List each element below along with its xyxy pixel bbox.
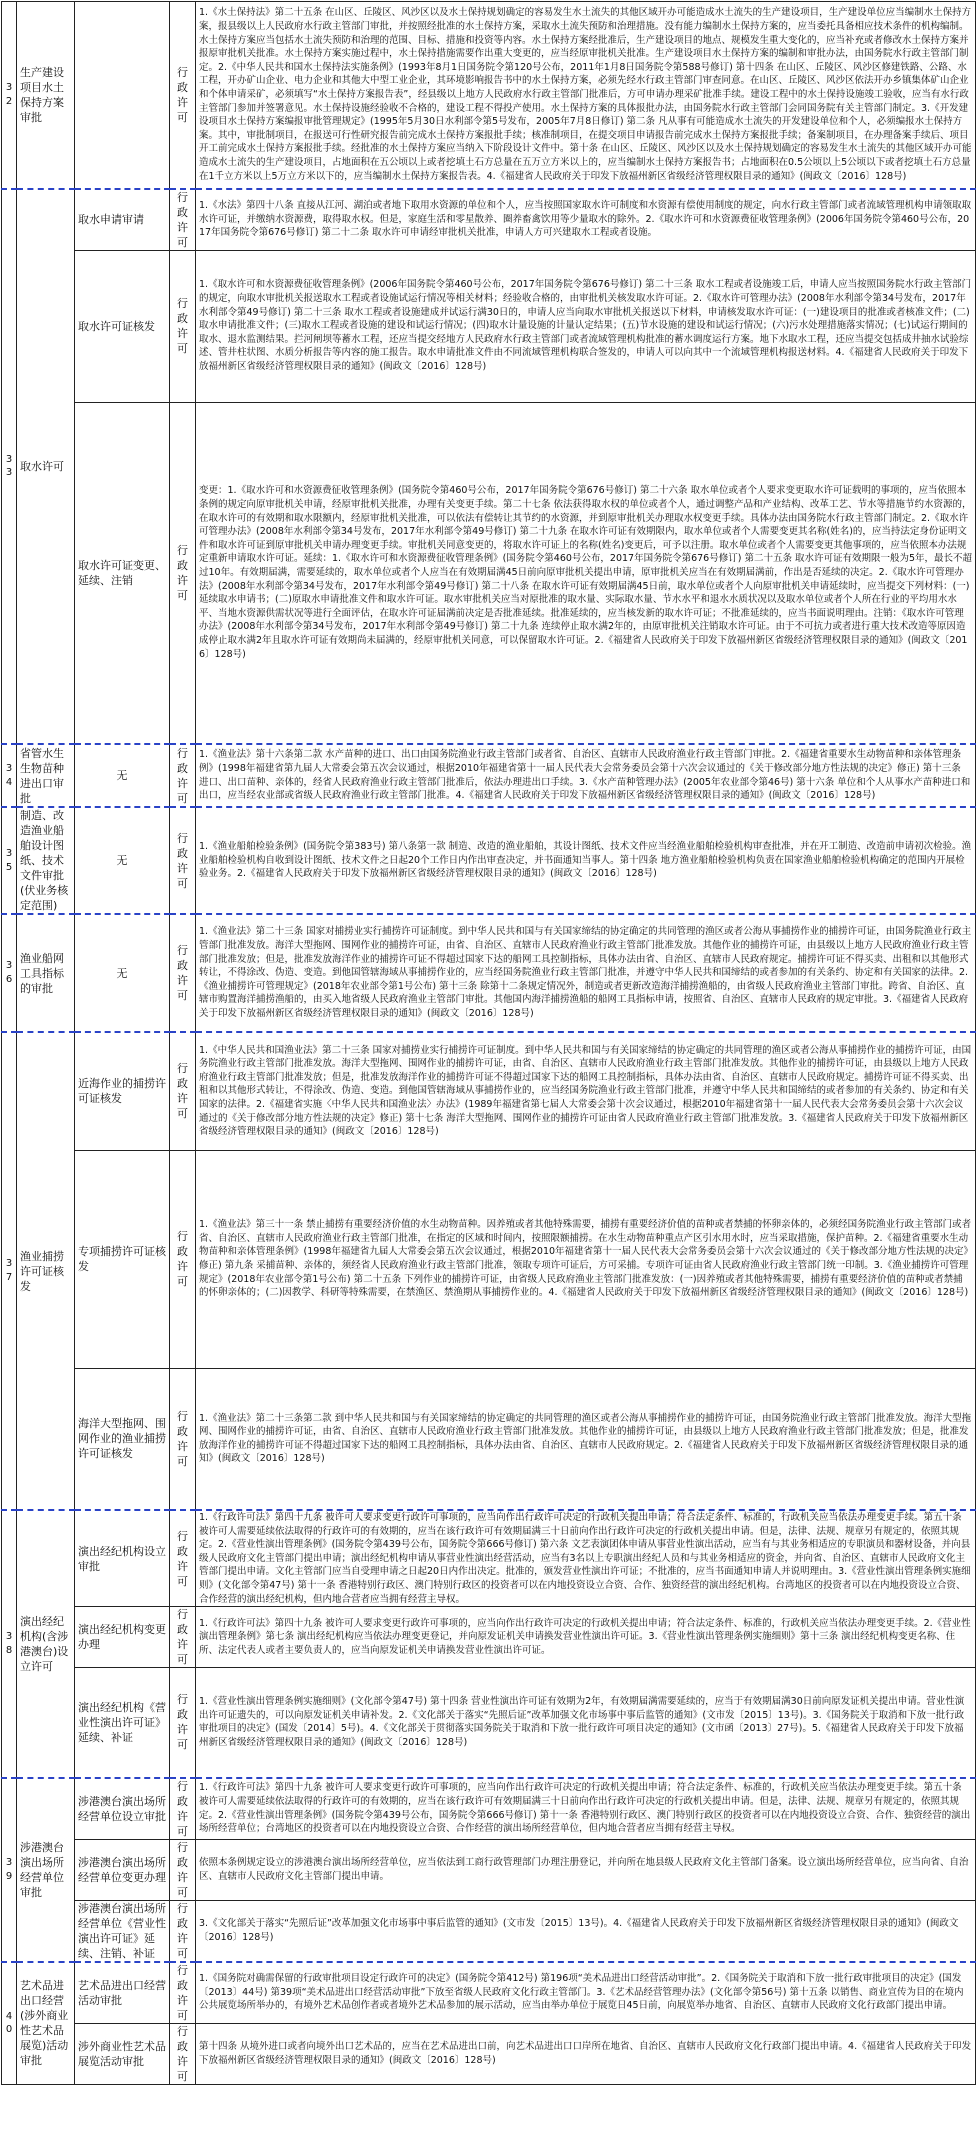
permit-type: 行政许可 [170,1962,196,2024]
sub-item-name: 涉港澳台演出场所经营单位变更办理 [75,1839,170,1900]
permit-type: 行政许可 [170,402,196,744]
table-row [2,1607,976,1668]
permit-type: 行政许可 [170,1150,196,1368]
permit-type: 行政许可 [170,807,196,914]
permit-type: 行政许可 [170,2023,196,2084]
sub-item-name: 近海作业的捕捞许可证核发 [75,1032,170,1150]
legal-basis: 1.《渔业船舶检验条例》(国务院令第383号) 第八条第一款 制造、改造的渔业船舶，其设计图纸、技术文件应当经渔业船舶检验机构审查批准，并在开工制造、改造前申请初次检验。渔业船舶检验机构自收到设计图纸、技术文件之日起20个工作日内作出审查决定，并书面通知当事人。第十四条 地方渔业船舶检验机构负责在国家渔业船舶检验机构确定的范围内开展检验业务。2.《福建省人民政府关于印发下放福州新区省级经济管理权限目录的通知》(闽政文〔2016〕128号) [196,807,976,914]
item-name: 渔业船网工具指标的审批 [17,914,75,1032]
sub-item-name: 专项捕捞许可证核发 [75,1150,170,1368]
table-row [2,744,976,807]
table-row [2,914,976,1032]
row-number: 32 [2,2,17,189]
table-row [2,1368,976,1510]
sub-item-name: 涉港澳台演出场所经营单位设立审批 [75,1778,170,1840]
legal-basis: 1.《国务院对确需保留的行政审批项目设定行政许可的决定》(国务院令第412号) 第196项“美术品进出口经营活动审批”。2.《国务院关于取消和下放一批行政审批项目的决定》(国发〔2013〕44号) 第39项“美术品进出口经营活动审批”下放至省级人民政府文化行政主管部门。3.《艺术品经营管理办法》(文化部令第56号) 第十五条 以销售、商业宣传为目的在境内公共展览场所举办的，有境外艺术品创作者或者境外艺术品参加的展示活动，应当由举办单位于展览日45日前，向展览举办地省、自治区、直辖市人民政府文化行政部门提出申请。 [196,1962,976,2024]
item-name: 艺术品进出口经营(涉外商业性艺术品展览)活动审批 [17,1962,75,2085]
sub-item-name: 无 [75,744,170,807]
item-name: 演出经纪机构(含涉港澳台)设立许可 [17,1510,75,1778]
sub-item-name: 取水许可证变更、延续、注销 [75,402,170,744]
permit-type: 行政许可 [170,744,196,807]
permit-type: 行政许可 [170,1839,196,1900]
legal-basis: 1.《营业性演出管理条例实施细则》(文化部令第47号) 第十四条 营业性演出许可证有效期为2年，有效期届满需要延续的，应当于有效期届满30日前向原发证机关提出申请。营业性演出许可证遗失的，可以向原发证机关申请补发。2.《文化部关于落实“先照后证”改革加强文化市场事中事后监管的通知》(文市发〔2015〕13号)。3.《国务院关于取消和下放一批行政审批项目的决定》(国发〔2014〕5号)。4.《文化部关于贯彻落实国务院关于取消和下放一批行政许可项目决定的通知》(文市函〔2013〕27号)。5.《福建省人民政府关于印发下放福州新区省级经济管理权限目录的通知》(闽政文〔2016〕128号) [196,1668,976,1778]
permit-type: 行政许可 [170,1032,196,1150]
table-row [2,1150,976,1368]
sub-item-name: 涉外商业性艺术品展览活动审批 [75,2023,170,2084]
legal-basis: 3.《文化部关于落实“先照后证”改革加强文化市场事中事后监管的通知》(文市发〔2015〕13号)。4.《福建省人民政府关于印发下放福州新区省级经济管理权限目录的通知》(闽政文〔2016〕128号) [196,1900,976,1962]
sub-item-name: 无 [75,807,170,914]
table-row [2,2023,976,2084]
legal-basis: 1.《渔业法》第二十三条第二款 到中华人民共和国与有关国家缔结的协定确定的共同管理的渔区或者公海从事捕捞作业的捕捞许可证，由国务院渔业行政主管部门批准发放。海洋大型拖网、围网作业的捕捞许可证，由省、自治区、直辖市人民政府渔业行政主管部门批准发放。其他作业的捕捞许可证，由县级以上地方人民政府渔业行政主管部门批准发放；但是，批准发放海洋作业的捕捞许可证不得超过国家下达的船网工具控制指标，具体办法由省、自治区、直辖市人民政府规定。2.《福建省人民政府关于印发下放福州新区省级经济管理权限目录的通知》(闽政文〔2016〕128号) [196,1368,976,1510]
legal-basis: 1.《渔业法》第二十三条 国家对捕捞业实行捕捞许可证制度。到中华人民共和国与有关国家缔结的协定确定的共同管理的渔区或者公海从事捕捞作业的捕捞许可证，由国务院渔业行政主管部门批准发放。海洋大型拖网、围网作业的捕捞许可证，由省、自治区、直辖市人民政府渔业行政主管部门批准发放。其他作业的捕捞许可证，由县级以上地方人民政府渔业行政主管部门批准发放；但是，批准发放海洋作业的捕捞许可证不得超过国家下达的船网工具控制指标，具体办法由省、自治区、直辖市人民政府规定。捕捞许可证不得买卖、出租和以其他形式转让，不得涂改、伪造、变造。到他国管辖海域从事捕捞作业的，应当经国务院渔业行政主管部门批准，并遵守中华人民共和国缔结的或者参加的有关条约、协定和有关国家的法律。2.《渔业捕捞许可管理规定》(2018年农业部令第1号公布) 第十三条 除第十二条规定情况外，制造或者更新改造海洋捕捞渔船的，由省级人民政府渔业主管部门审批。跨省、自治区、直辖市购置海洋捕捞渔船的，由买入地省级人民政府渔业主管部门审批。其他国内海洋捕捞渔船的船网工具指标申请，按照省、自治区、直辖市人民政府的规定审批。3.《福建省人民政府关于印发下放福州新区省级经济管理权限目录的通知》(闽政文〔2016〕128号) [196,914,976,1032]
row-number: 39 [2,1778,17,1962]
legal-basis: 第十四条 从境外进口或者向境外出口艺术品的，应当在艺术品进出口前，向艺术品进出口口岸所在地省、自治区、直辖市人民政府文化行政部门提出申请。4.《福建省人民政府关于印发下放福州新区省级经济管理权限目录的通知》(闽政文〔2016〕128号) [196,2023,976,2084]
permit-type: 行政许可 [170,250,196,402]
row-number: 36 [2,914,17,1032]
table-row [2,402,976,744]
table-row [2,1962,976,2024]
legal-basis: 变更：1.《取水许可和水资源费征收管理条例》(国务院令第460号公布，2017年国务院令第676号修订) 第二十六条 取水单位或者个人要求变更取水许可证载明的事项的，应当依照本条例的规定向原审批机关申请，经原审批机关批准，办理有关变更手续。第二十七条 依法获得取水权的单位或者个人，通过调整产品和产业结构、改革工艺、节水等措施节约水资源的，在取水许可的有效期和取水限额内，经原审批机关批准，可以依法有偿转让其节约的水资源，并到原审批机关办理取水权变更手续。具体办法由国务院水行政主管部门制定。2.《取水许可管理办法》(2008年水利部令第34号发布，2017年水利部令第49号修订) 第二十九条 在取水许可证有效期限内，取水单位或者个人需要变更其名称(姓名)的，应当持法定身份证明文件和取水许可证到原审批机关申请办理变更手续。审批机关同意变更的，将取水许可证上的名称(姓名)变更后，可予以注册。取水单位或者个人需要变更其他事项的，应当依照本办法规定重新申请取水许可证。延续：1.《取水许可和水资源费征收管理条例》(国务院令第460号公布，2017年国务院令第676号修订) 第二十五条 取水许可证有效期限一般为5年，最长不超过10年。有效期届满，需要延续的，取水单位或者个人应当在有效期届满45日前向原审批机关提出申请，原审批机关应当在有效期届满前，作出是否延续的决定。2.《取水许可管理办法》(2008年水利部令第34号发布，2017年水利部令第49号修订) 第二十八条 在取水许可证有效期届满45日前，取水单位或者个人向原审批机关申请延续时，应当提交下列材料：(一)延续取水申请书；(二)原取水申请批准文件和取水许可证。取水审批机关应当对原批准的取水量、实际取水量、节水水平和退水水质状况以及取水单位或者个人所在行业的平均用水水平、当地水资源供需状况等进行全面评估，在取水许可证届满前决定是否批准延续。批准延续的，应当核发新的取水许可证；不批准延续的，应当书面说明理由。注销：《取水许可管理办法》(2008年水利部令第34号发布，2017年水利部令第49号修订) 第二十九条 连续停止取水满2年的，由原审批机关注销取水许可证。由于不可抗力或者进行重大技术改造等原因造成停止取水满2年且取水许可证有效期尚未届满的，经原审批机关同意，可以保留取水许可证。2.《福建省人民政府关于印发下放福州新区省级经济管理权限目录的通知》(闽政文〔2016〕128号) [196,402,976,744]
row-number: 33 [2,189,17,745]
item-name: 制造、改造渔业船舶设计图纸、技术文件审批(伏业务核定范围) [17,807,75,914]
item-name: 渔业捕捞许可证核发 [17,1032,75,1510]
sub-item-name [75,2,170,189]
legal-basis: 1.《中华人民共和国渔业法》第二十三条 国家对捕捞业实行捕捞许可证制度。到中华人民共和国与有关国家缔结的协定确定的共同管理的渔区或者公海从事捕捞作业的捕捞许可证，由国务院渔业行政主管部门批准发放。海洋大型拖网、围网作业的捕捞许可证，由省、自治区、直辖市人民政府渔业行政主管部门批准发放。其他作业的捕捞许可证，由县级以上地方人民政府渔业行政主管部门批准发放；但是，批准发放海洋作业的捕捞许可证不得超过国家下达的船网工具控制指标，具体办法由省、自治区、直辖市人民政府规定。捕捞许可证不得买卖、出租和以其他形式转让，不得涂改、伪造、变造。到他国管辖海域从事捕捞作业的，应当经国务院渔业行政主管部门批准，并遵守中华人民共和国缔结的或者参加的有关条约、协定和有关国家的法律。2.《福建省实施〈中华人民共和国渔业法〉办法》(1989年福建省第七届人大常委会第十次会议通过，根据2010年福建省第十一届人民代表大会常务委员会第十六次会议通过的《关于修改部分地方性法规的决定》修正) 第十七条 海洋大型拖网、围网作业的捕捞许可证由省人民政府渔业行政主管部门批准发放。3.《福建省人民政府关于印发下放福州新区省级经济管理权限目录的通知》(闽政文〔2016〕128号) [196,1032,976,1150]
legal-basis: 1.《水土保持法》第二十五条 在山区、丘陵区、风沙区以及水土保持规划确定的容易发生水土流失的其他区域开办可能造成水土流失的生产建设项目，生产建设单位应当编制水土保持方案，报县级以上人民政府水行政主管部门审批，并按照经批准的水土保持方案，采取水土流失预防和治理措施。没有能力编制水土保持方案的，应当委托具备相应技术条件的机构编制。水土保持方案应当包括水土流失预防和治理的范围、目标、措施和投资等内容。水土保持方案经批准后，生产建设项目的地点、规模发生重大变化的，应当补充或者修改水土保持方案并报原审批机关批准。水土保持方案实施过程中，水土保持措施需要作出重大变更的，应当经原审批机关批准。生产建设项目水土保持方案的编制和审批办法，由国务院水行政主管部门制定。2.《中华人民共和国水土保持法实施条例》(1993年8月1日国务院令第120号公布，2011年1月8日国务院令第588号修订) 第十四条 在山区、丘陵区、风沙区修建铁路、公路、水工程，开办矿山企业、电力企业和其他大中型工业企业，其环境影响报告书中的水土保持方案，必须先经水行政主管部门审查同意。在山区、丘陵区、风沙区依法开办乡镇集体矿山企业和个体申请采矿，必须填写“水土保持方案报告表”，经县级以上地方人民政府水行政主管部门批准后，方可申请办理采矿批准手续。建设工程中的水土保持设施竣工验收，应当有水行政主管部门参加并签署意见。水土保持设施经验收不合格的，建设工程不得投产使用。水土保持方案的具体报批办法，由国务院水行政主管部门会同国务院有关主管部门制定。3.《开发建设项目水土保持方案编报审批管理规定》(1995年5月30日水利部令第5号发布，2005年7月8日修订) 第二条 凡从事有可能造成水土流失的开发建设单位和个人，必须编报水土保持方案。其中，审批制项目，在报送可行性研究报告前完成水土保持方案报批手续；核准制项目，在提交项目申请报告前完成水土保持方案报批手续；备案制项目，在办理备案手续后、项目开工前完成水土保持方案报批手续。经批准的水土保持方案应当纳入下阶段设计文件中。第十条 在山区、丘陵区、风沙区以及水土保持规划确定的容易发生水土流失的其他区域开办可能造成水土流失的生产建设项目，占地面积在五公顷以上或者挖填土石方总量在五万立方米以上的，应当编制水土保持方案报告书；占地面积在0.5公顷以上5公顷以下或者挖填土石方总量在1千立方米以上5万立方米以下的，应当编制水土保持方案报告表。4.《福建省人民政府关于印发下放福州新区省级经济管理权限目录的通知》(闽政文〔2016〕128号) [196,2,976,189]
legal-basis: 依照本条例规定设立的涉港澳台演出场所经营单位，应当依法到工商行政管理部门办理注册登记，并向所在地县级人民政府文化主管部门备案。设立演出场所经营单位，应当向省、自治区、直辖市人民政府文化主管部门提出申请。 [196,1839,976,1900]
rights-list-table [1,1,976,2085]
permit-type: 行政许可 [170,189,196,251]
legal-basis: 1.《行政许可法》第四十九条 被许可人要求变更行政许可事项的，应当向作出行政许可决定的行政机关提出申请；符合法定条件、标准的，行政机关应当依法办理变更手续。第五十条 被许可人需要延续依法取得的行政许可的有效期的，应当在该行政许可有效期届满三十日前向作出行政许可决定的行政机关提出申请。但是，法律、法规、规章另有规定的，依照其规定。2.《营业性演出管理条例》(国务院令第439号公布，国务院令第666号修订) 第十一条 香港特别行政区、澳门特别行政区的投资者可以在内地投资设立合资、合作、独资经营的演出场所经营单位；台湾地区的投资者可以在内地投资设立合资、合作经营的演出场所经营单位，但内地合营者应当拥有经营主导权。 [196,1778,976,1840]
table-row [2,1032,976,1150]
item-name: 省管水生生物苗种进出口审批 [17,744,75,807]
row-number: 40 [2,1962,17,2085]
table-row [2,807,976,914]
sub-item-name: 演出经纪机构《营业性演出许可证》延续、补证 [75,1668,170,1778]
table-body [2,2,976,2085]
item-name: 生产建设项目水土保持方案审批 [17,2,75,189]
table-row [2,1510,976,1607]
item-name: 涉港澳台演出场所经营单位审批 [17,1778,75,1962]
row-number: 37 [2,1032,17,1510]
table-row [2,1839,976,1900]
permit-type: 行政许可 [170,1368,196,1510]
permit-type: 行政许可 [170,1510,196,1607]
legal-basis: 1.《行政许可法》第四十九条 被许可人要求变更行政许可事项的，应当向作出行政许可决定的行政机关提出申请；符合法定条件、标准的，行政机关应当依法办理变更手续。第五十条 被许可人需要延续依法取得的行政许可的有效期的，应当在该行政许可有效期届满三十日前向作出行政许可决定的行政机关提出申请。但是，法律、法规、规章另有规定的，依照其规定。2.《营业性演出管理条例》(国务院令第439号公布，国务院令第666号修订) 第六条 文艺表演团体申请从事营业性演出活动，应当有与其业务相适应的专职演员和器材设备，并向县级人民政府文化主管部门提出申请；演出经纪机构申请从事营业性演出经营活动，应当有3名以上专职演出经纪人员和与其业务相适应的资金，并向省、自治区、直辖市人民政府文化主管部门提出申请。文化主管部门应当自受理申请之日起20日内作出决定。批准的，颁发营业性演出许可证；不批准的，应当书面通知申请人并说明理由。3.《营业性演出管理条例实施细则》(文化部令第47号) 第十一条 香港特别行政区、澳门特别行政区的投资者可以在内地投资设立合资、合作、独资经营的演出经纪机构。台湾地区的投资者可以在内地投资设立合资、合作经营的演出经纪机构，但内地合营者应当拥有经营主导权。 [196,1510,976,1607]
table-row [2,189,976,251]
permit-type: 行政许可 [170,1900,196,1962]
legal-basis: 1.《渔业法》第十六条第二款 水产苗种的进口、出口由国务院渔业行政主管部门或者省、自治区、直辖市人民政府渔业行政主管部门审批。2.《福建省重要水生动物苗种和亲体管理条例》(1998年福建省第九届人大常委会第五次会议通过，根据2010年福建省第十一届人民代表大会常务委员会第十六次会议通过的《关于修改部分地方性法规的决定》修正) 第十三条 进口、出口苗种、亲体的，经省人民政府渔业行政主管部门批准后，依法办理进出口手续。3.《水产苗种管理办法》(2005年农业部令第46号) 第十六条 单位和个人从事水产苗种进口和出口，应当经农业部或省级人民政府渔业行政主管部门批准。4.《福建省人民政府关于印发下放福州新区省级经济管理权限目录的通知》(闽政文〔2016〕128号) [196,744,976,807]
table-row [2,250,976,402]
row-number: 38 [2,1510,17,1778]
legal-basis: 1.《渔业法》第三十一条 禁止捕捞有重要经济价值的水生动物苗种。因养殖或者其他特殊需要，捕捞有重要经济价值的苗种或者禁捕的怀卵亲体的，必须经国务院渔业行政主管部门或者省、自治区、直辖市人民政府渔业行政主管部门批准，在指定的区域和时间内，按照限额捕捞。在水生动物苗种重点产区引水用水时，应当采取措施，保护苗种。2.《福建省重要水生动物苗种和亲体管理条例》(1998年福建省九届人大常委会第五次会议通过，根据2010年福建省第十一届人民代表大会常务委员会第十六次会议通过的《关于修改部分地方性法规的决定》修正) 第九条 采捕苗种、亲体的，须经省人民政府渔业行政主管部门批准，领取专项许可证后，方可采捕。专项许可证由省人民政府渔业行政主管部门统一印制。3.《渔业捕捞许可管理规定》(2018年农业部令第1号公布) 第二十五条 下列作业的捕捞许可证，由省级人民政府渔业主管部门批准发放：(一)因养殖或者其他特殊需要，捕捞有重要经济价值的苗种或者禁捕的怀卵亲体的；(二)因教学、科研等特殊需要，在禁渔区、禁渔期从事捕捞作业的。4.《福建省人民政府关于印发下放福州新区省级经济管理权限目录的通知》(闽政文〔2016〕128号) [196,1150,976,1368]
legal-basis: 1.《行政许可法》第四十九条 被许可人要求变更行政许可事项的，应当向作出行政许可决定的行政机关提出申请；符合法定条件、标准的，行政机关应当依法办理变更手续。2.《营业性演出管理条例》第七条 演出经纪机构应当依法办理变更登记，并向原发证机关申请换发营业性演出许可证。3.《营业性演出管理条例实施细则》第十三条 演出经纪机构变更名称、住所、法定代表人或者主要负责人的，应当向原发证机关申请换发营业性演出许可证。 [196,1607,976,1668]
table-row [2,1668,976,1778]
permit-type: 行政许可 [170,2,196,189]
row-number: 34 [2,744,17,807]
legal-basis: 1.《水法》第四十八条 直接从江河、湖泊或者地下取用水资源的单位和个人，应当按照国家取水许可制度和水资源有偿使用制度的规定，向水行政主管部门或者流域管理机构申请领取取水许可证，并缴纳水资源费，取得取水权。但是，家庭生活和零星散养、圈养畜禽饮用等少量取水的除外。2.《取水许可和水资源费征收管理条例》(2006年国务院令第460号公布，2017年国务院令第676号修订) 第二十二条 取水许可申请经审批机关批准，申请人方可兴建取水工程或者设施。 [196,189,976,251]
sub-item-name: 取水许可证核发 [75,250,170,402]
item-name: 取水许可 [17,189,75,745]
sub-item-name: 艺术品进出口经营活动审批 [75,1962,170,2024]
sub-item-name: 无 [75,914,170,1032]
row-number: 35 [2,807,17,914]
sub-item-name: 演出经纪机构变更办理 [75,1607,170,1668]
permit-type: 行政许可 [170,1778,196,1840]
legal-basis: 1.《取水许可和水资源费征收管理条例》(2006年国务院令第460号公布，2017年国务院令第676号修订) 第二十三条 取水工程或者设施竣工后，申请人应当按照国务院水行政主管部门的规定，向取水审批机关报送取水工程或者设施试运行情况等相关材料；经验收合格的，由审批机关核发取水许可证。2.《取水许可管理办法》(2008年水利部令第34号发布，2017年水利部令第49号修订) 第二十三条 取水工程或者设施建成并试运行满30日的，申请人应当向取水审批机关报送以下材料，申请核发取水许可证：(一)建设项目的批准或者核准文件；(二)取水申请批准文件；(三)取水工程或者设施的建设和试运行情况；(四)取水计量设施的计量认定结果；(五)节水设施的建设和试运行情况；(六)污水处理措施落实情况；(七)试运行期间的取水、退水监测结果。拦河闸坝等蓄水工程，还应当提交经地方人民政府水行政主管部门或者流域管理机构批准的蓄水调度运行方案。地下水取水工程，还应当提交包括成井抽水试验综述、管井柱状图、水质分析报告等内容的施工报告。取水申请批准文件由不同流域管理机构联合签发的，申请人可以向其中一个流域管理机构报送材料。4.《福建省人民政府关于印发下放福州新区省级经济管理权限目录的通知》(闽政文〔2016〕128号) [196,250,976,402]
sub-item-name: 海洋大型拖网、围网作业的渔业捕捞许可证核发 [75,1368,170,1510]
sub-item-name: 演出经纪机构设立审批 [75,1510,170,1607]
sub-item-name: 涉港澳台演出场所经营单位《营业性演出许可证》延续、注销、补证 [75,1900,170,1962]
permit-type: 行政许可 [170,1607,196,1668]
table-row [2,1778,976,1840]
permit-type: 行政许可 [170,914,196,1032]
table-row [2,1900,976,1962]
sub-item-name: 取水申请审请 [75,189,170,251]
table-row [2,2,976,189]
permit-type: 行政许可 [170,1668,196,1778]
